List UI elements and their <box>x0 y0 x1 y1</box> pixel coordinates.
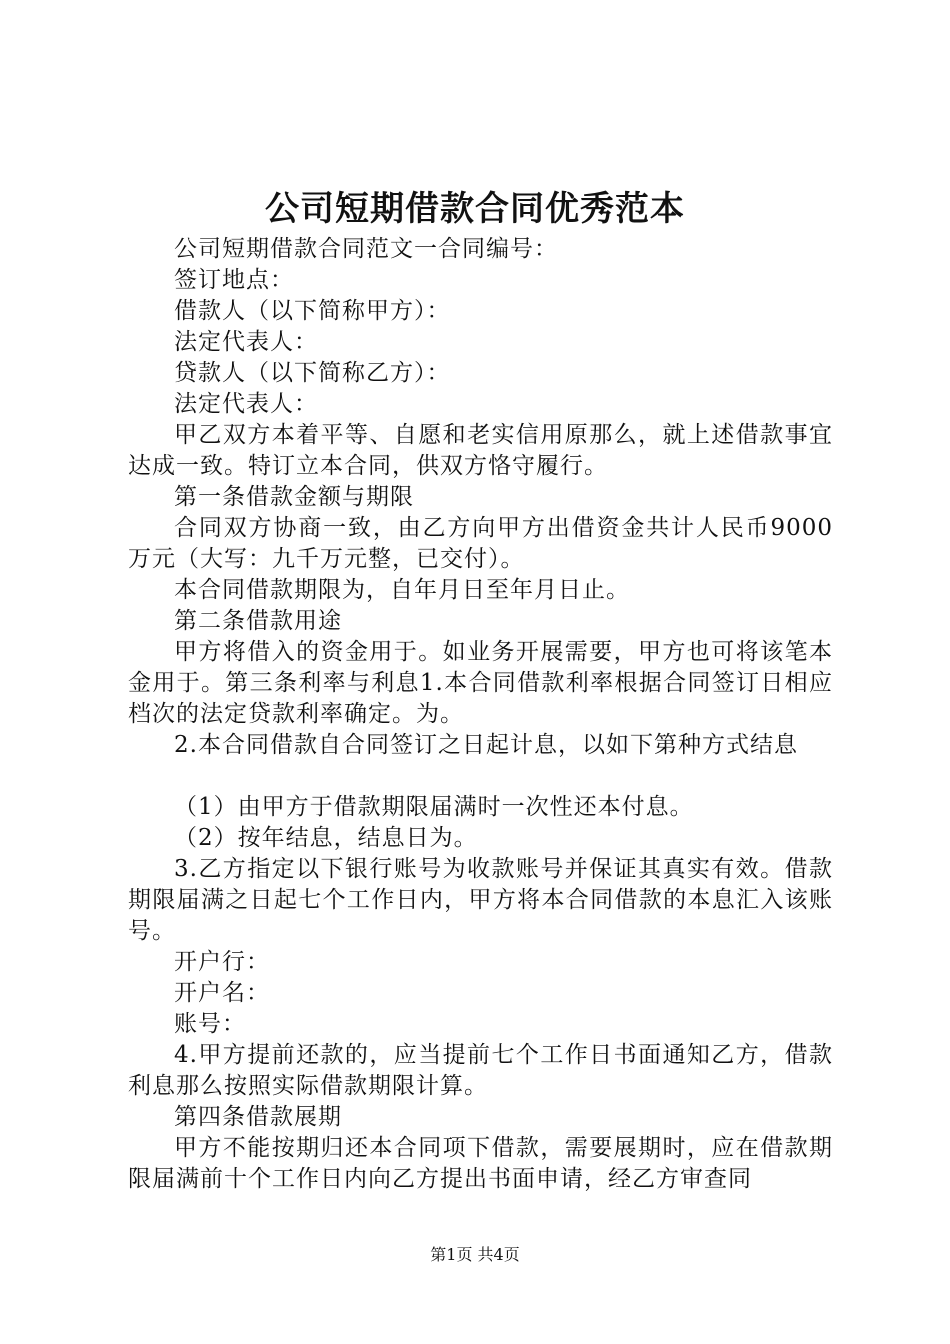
page-number-footer: 第1页 共4页 <box>430 1245 520 1264</box>
document-body <box>128 234 833 1195</box>
paragraph-borrower: 借款人（以下简称甲方）： <box>174 298 451 324</box>
section-heading-2: 第二条借款用途 <box>174 608 342 634</box>
paragraph-extension: 甲方不能按期归还本合同项下借款，需要展期时，应在借款期限届满前十个工作日内向乙方提出书面申请，经乙方审查同 <box>128 1135 833 1192</box>
paragraph-loan-term: 本合同借款期限为，自年月日至年月日止。 <box>174 577 630 603</box>
paragraph-bank-account: 3.乙方指定以下银行账号为收款账号并保证其真实有效。借款期限届满之日起七个工作日内，甲方将本合同借款的本息汇入该账号。 <box>128 856 833 944</box>
paragraph-early-repayment: 4.甲方提前还款的，应当提前七个工作日书面通知乙方，借款利息那么按照实际借款期限计算。 <box>128 1042 833 1099</box>
paragraph-account-name: 开户名： <box>174 980 270 1006</box>
paragraph-lender-representative: 法定代表人： <box>174 391 318 417</box>
paragraph-signing-place: 签订地点： <box>174 267 294 293</box>
paragraph-option-2: （2）按年结息，结息日为。 <box>174 825 478 851</box>
paragraph-bank-name: 开户行： <box>174 949 270 975</box>
paragraph-borrower-representative: 法定代表人： <box>174 329 318 355</box>
paragraph-preamble: 甲乙双方本着平等、自愿和老实信用原那么，就上述借款事宜达成一致。特订立本合同，供双方恪守履行。 <box>128 422 833 479</box>
section-heading-1: 第一条借款金额与期限 <box>174 484 414 510</box>
paragraph-account-number: 账号： <box>174 1011 246 1037</box>
paragraph-loan-amount: 合同双方协商一致，由乙方向甲方出借资金共计人民币9000万元（大写：九千万元整，已交付）。 <box>128 515 833 572</box>
paragraph-option-1: （1）由甲方于借款期限届满时一次性还本付息。 <box>174 794 694 820</box>
paragraph-lender: 贷款人（以下简称乙方）： <box>174 360 451 386</box>
document-title: 公司短期借款合同优秀范本 <box>265 189 685 229</box>
paragraph-interest-start: 2.本合同借款自合同签订之日起计息，以如下第种方式结息 <box>174 732 798 758</box>
section-heading-4: 第四条借款展期 <box>174 1104 342 1130</box>
paragraph-loan-purpose: 甲方将借入的资金用于。如业务开展需要，甲方也可将该笔本金用于。第三条利率与利息1.本合同借款利率根据合同签订日相应档次的法定贷款利率确定。为。 <box>128 639 833 727</box>
paragraph-contract-number: 公司短期借款合同范文一合同编号： <box>174 236 558 262</box>
